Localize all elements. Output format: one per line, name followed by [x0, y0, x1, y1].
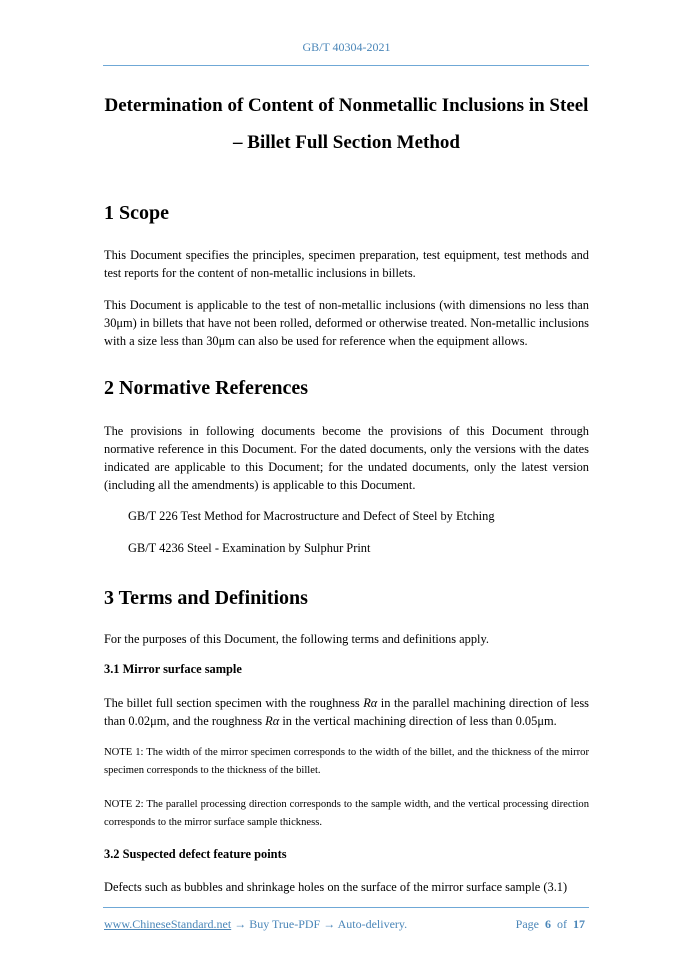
- note-2: NOTE 2: The parallel processing direction corresponds to the sample width, and the vertical processing direction corresponds to the mirror surface sample thickness.: [104, 799, 589, 828]
- reference-gbt-4236: GB/T 4236 Steel - Examination by Sulphur Print: [128, 541, 371, 555]
- term-3-2-definition: Defects such as bubbles and shrinkage holes on the surface of the mirror surface sample (3.1): [104, 880, 568, 894]
- note-1: NOTE 1: The width of the mirror specimen corresponds to the width of the billet, and the thickness of the mirror specimen corresponds to the thickness of the billet.: [104, 747, 589, 776]
- reference-gbt-226: GB/T 226 Test Method for Macrostructure and Defect of Steel by Etching: [128, 509, 495, 523]
- scope-paragraph-1: This Document specifies the principles, specimen preparation, test equipment, test methods and test reports for the content of non-metallic inclusions in billets.: [104, 248, 589, 280]
- buy-pdf-link[interactable]: Buy True-PDF: [249, 917, 321, 931]
- normative-paragraph: The provisions in following documents become the provisions of this Document through normative reference in this Document. For the dated documents, only the versions with the dates indicated are applicable to this Document; for the undated documents, only the latest version (including all the amendments) is applicable to this Document.: [104, 424, 589, 492]
- scope-paragraph-2: This Document is applicable to the test of non-metallic inclusions (with dimensions no less than 30μm) in billets that have not been rolled, deformed or otherwise treated. Non-metallic inclusions with a size less than 30μm can also be used for reference when the equipment allows.: [104, 298, 589, 348]
- roughness-symbol: Rα: [265, 714, 280, 728]
- document-title-line2: – Billet Full Section Method: [233, 132, 460, 153]
- term-3-1-definition: The billet full section specimen with the roughness Rα in the parallel machining direction of less than 0.02μm, and the roughness Rα in the vertical machining direction of less than 0.05μm.: [104, 696, 589, 728]
- auto-delivery-text: Auto-delivery.: [337, 917, 408, 931]
- section-heading-terms-definitions: 3 Terms and Definitions: [104, 587, 308, 609]
- website-link[interactable]: www.ChineseStandard.net: [104, 917, 232, 931]
- document-title-line1: Determination of Content of Nonmetallic Inclusions in Steel: [104, 95, 589, 116]
- footer-promo: [104, 917, 407, 932]
- header-divider: [103, 65, 589, 66]
- arrow-icon: →: [320, 917, 338, 931]
- section-heading-scope: 1 Scope: [104, 202, 169, 224]
- section-heading-normative-references: 2 Normative References: [104, 377, 308, 399]
- page-current: 6: [545, 917, 551, 931]
- footer-divider: [103, 907, 589, 908]
- term-3-2-heading: 3.2 Suspected defect feature points: [104, 847, 287, 861]
- page-indicator: Page 6 of 17: [515, 917, 585, 931]
- page-total: 17: [573, 917, 585, 931]
- roughness-symbol: Rα: [363, 696, 378, 710]
- terms-intro: For the purposes of this Document, the following terms and definitions apply.: [104, 632, 489, 646]
- arrow-icon: →: [231, 917, 250, 931]
- header-standard-code: GB/T 40304-2021: [302, 40, 391, 54]
- term-3-1-heading: 3.1 Mirror surface sample: [104, 662, 242, 676]
